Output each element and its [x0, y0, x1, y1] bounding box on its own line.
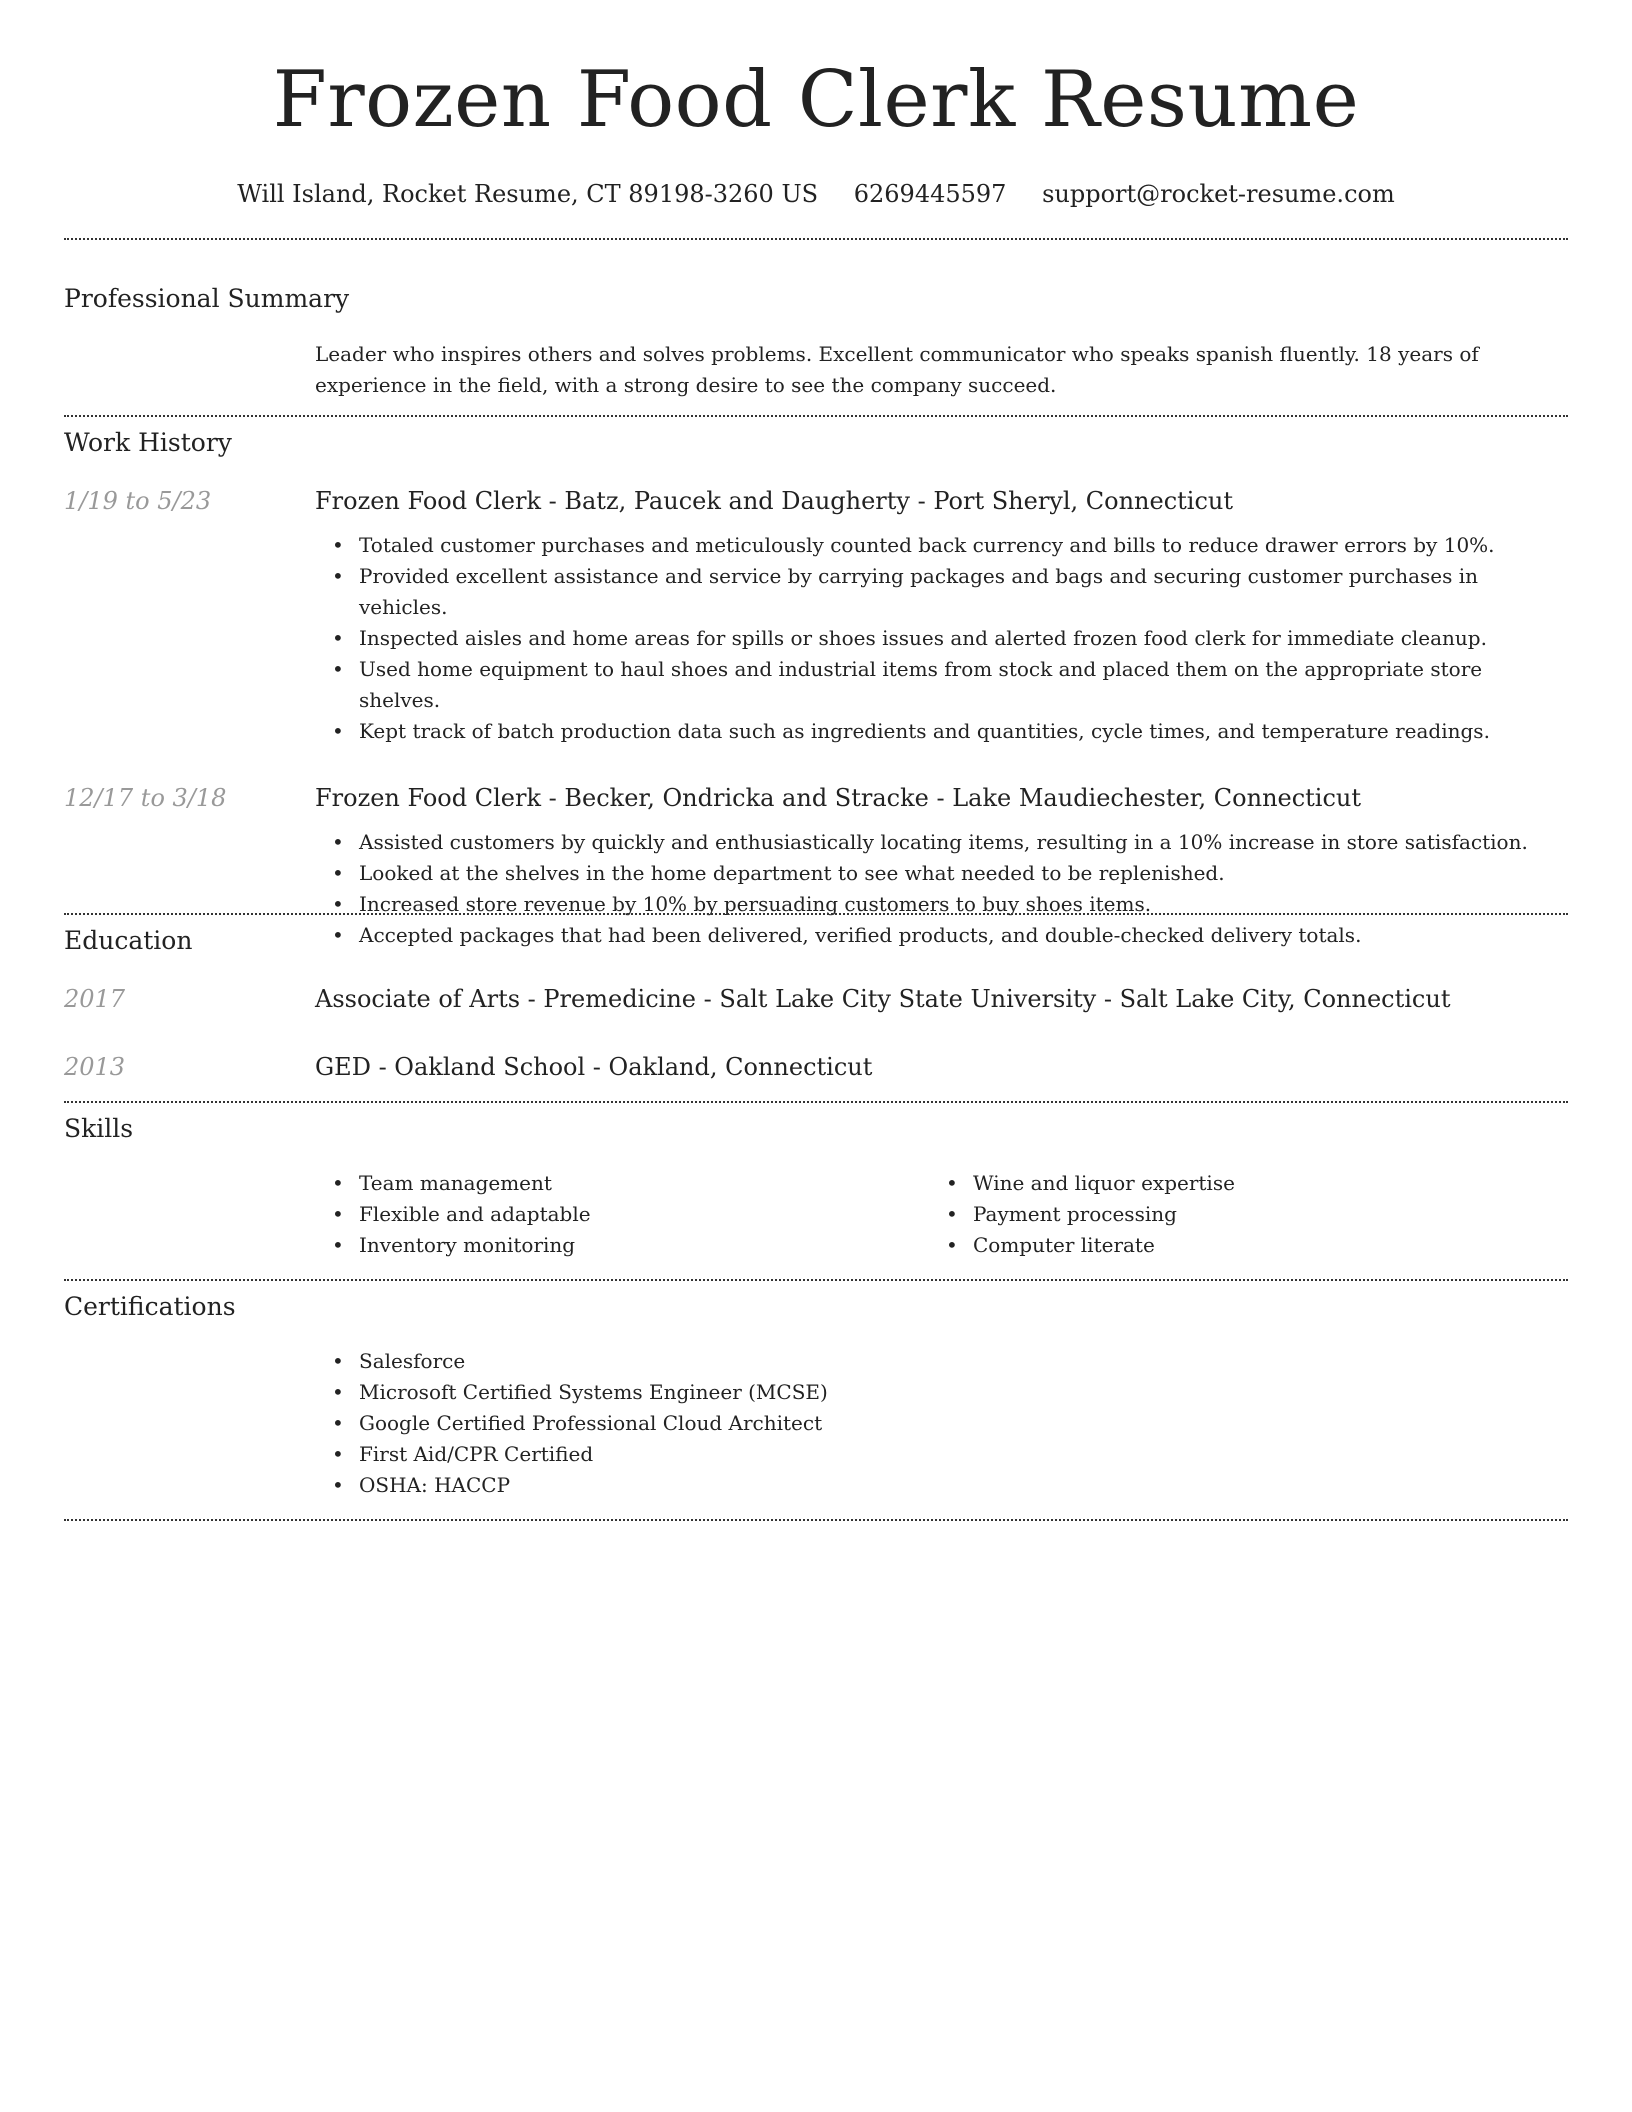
education-heading: GED - Oakland School - Oakland, Connecticut — [315, 1053, 873, 1081]
section-divider — [64, 238, 1568, 240]
list-item: • Provided excellent assistance and service by carrying packages and bags and securing customer purchases in vehicles. — [359, 561, 1568, 623]
list-item: • Assisted customers by quickly and enthusiastically locating items, resulting in a 10% increase in store satisfaction. — [359, 827, 1568, 858]
job-dates: 1/19 to 5/23 — [64, 487, 212, 515]
resume-title: Frozen Food Clerk Resume — [272, 55, 1360, 145]
skills-grid — [315, 1168, 1568, 1261]
list-item: • Increased store revenue by 10% by persuading customers to buy shoes items. — [359, 889, 1568, 920]
contact-line — [0, 178, 1632, 210]
section-title-skills: Skills — [64, 1114, 134, 1143]
list-item: • Computer literate — [973, 1230, 1543, 1261]
list-item: • Google Certified Professional Cloud Architect — [359, 1408, 1568, 1439]
job-heading: Frozen Food Clerk - Becker, Ondricka and Stracke - Lake Maudiechester, Connecticut — [315, 784, 1362, 812]
contact-email: support@rocket-resume.com — [1042, 180, 1395, 208]
section-divider — [64, 1279, 1568, 1281]
list-item: • Inventory monitoring — [359, 1230, 929, 1261]
education-entry — [64, 1051, 1568, 1083]
list-item: • Wine and liquor expertise — [973, 1168, 1543, 1199]
contact-phone: 6269445597 — [853, 180, 1007, 208]
education-year: 2013 — [64, 1053, 126, 1081]
section-title-work: Work History — [64, 428, 232, 457]
section-divider — [64, 1519, 1568, 1521]
list-item: • Payment processing — [973, 1199, 1543, 1230]
list-item: • Used home equipment to haul shoes and industrial items from stock and placed them on the appropriate store shelves. — [359, 654, 1568, 716]
certifications-section — [64, 1291, 1568, 1501]
summary-section — [64, 283, 1568, 401]
skills-list-right — [929, 1168, 1543, 1261]
education-year: 2017 — [64, 985, 126, 1013]
skills-list-left — [315, 1168, 929, 1261]
list-item: • First Aid/CPR Certified — [359, 1439, 1568, 1470]
job-dates: 12/17 to 3/18 — [64, 784, 227, 812]
section-divider — [64, 1101, 1568, 1103]
section-title-education: Education — [64, 926, 193, 955]
list-item: • OSHA: HACCP — [359, 1470, 1568, 1501]
section-divider — [64, 415, 1568, 417]
section-title-certifications: Certifications — [64, 1292, 236, 1321]
education-heading: Associate of Arts - Premedicine - Salt Lake City State University - Salt Lake City, Connecticut — [315, 985, 1451, 1013]
education-section — [64, 925, 1568, 1083]
certifications-list — [315, 1346, 1568, 1501]
list-item: • Accepted packages that had been delivered, verified products, and double-checked delivery totals. — [359, 920, 1568, 951]
job-entry — [64, 485, 1568, 747]
education-entry — [64, 983, 1568, 1015]
list-item: • Totaled customer purchases and meticulously counted back currency and bills to reduce drawer errors by 10%. — [359, 530, 1568, 561]
skills-section — [64, 1113, 1568, 1261]
contact-address: Will Island, Rocket Resume, CT 89198-3260 US — [237, 180, 819, 208]
resume-header — [0, 0, 1632, 210]
list-item: • Team management — [359, 1168, 929, 1199]
work-history-section — [64, 427, 1568, 951]
list-item: • Looked at the shelves in the home department to see what needed to be replenished. — [359, 858, 1568, 889]
list-item: • Kept track of batch production data such as ingredients and quantities, cycle times, and temperature readings. — [359, 716, 1568, 747]
list-item: • Microsoft Certified Systems Engineer (MCSE) — [359, 1377, 1568, 1408]
section-divider — [64, 913, 1568, 915]
section-title-summary: Professional Summary — [64, 284, 350, 313]
list-item: • Inspected aisles and home areas for spills or shoes issues and alerted frozen food clerk for immediate cleanup. — [359, 623, 1568, 654]
list-item: • Flexible and adaptable — [359, 1199, 929, 1230]
list-item: • Salesforce — [359, 1346, 1568, 1377]
job-bullets — [315, 530, 1568, 747]
job-heading: Frozen Food Clerk - Batz, Paucek and Daugherty - Port Sheryl, Connecticut — [315, 487, 1234, 515]
summary-text: Leader who inspires others and solves problems. Excellent communicator who speaks spanish fluently. 18 years of experience in the field, with a strong desire to see the company succeed. — [315, 342, 1479, 397]
